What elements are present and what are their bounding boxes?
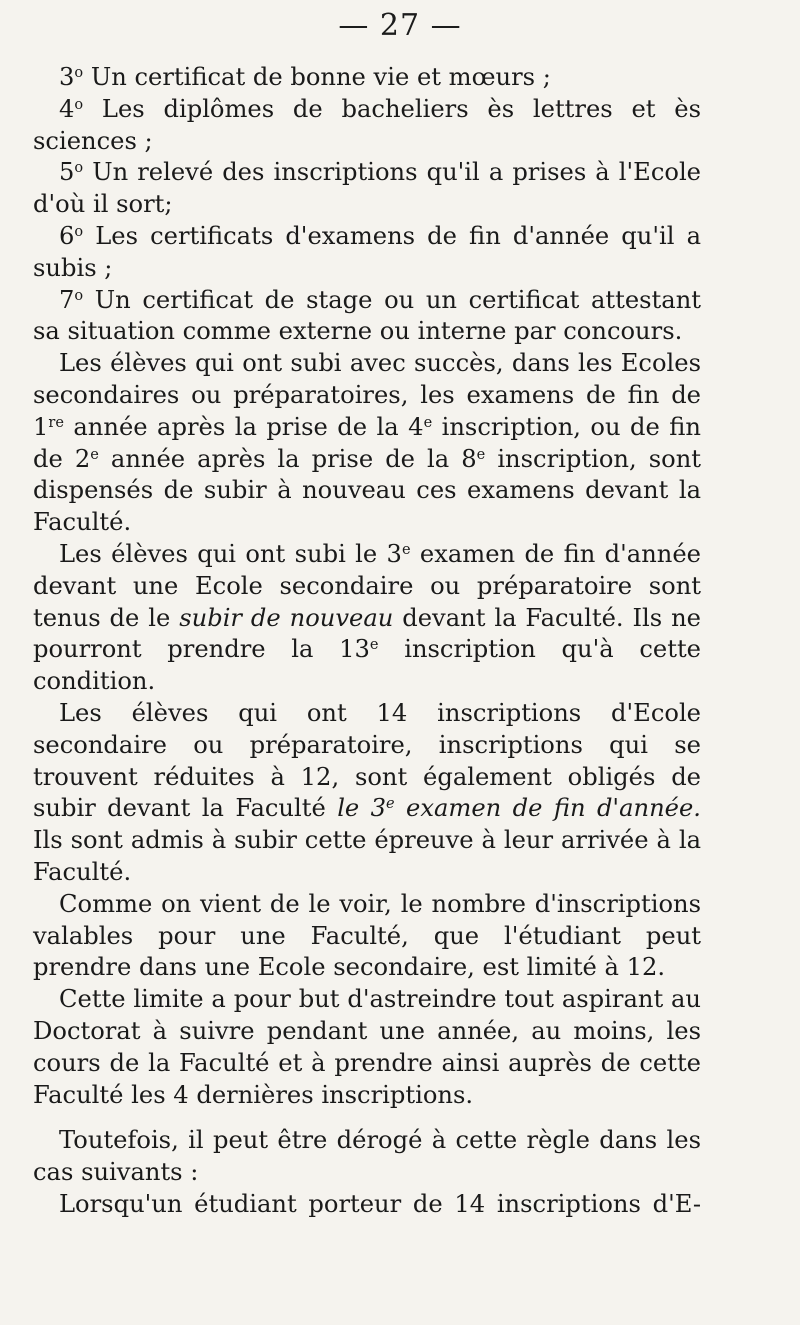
text-run: Les élèves qui ont 14 inscriptions d'Ecole secondaire ou préparatoire, inscriptions qui se trouvent réduites à 12, sont également obligés de subir devant la Faculté <box>33 698 701 823</box>
italic-run: examen de fin d'année. <box>394 794 701 823</box>
paragraph-p12: Cette limite a pour but d'astreindre tout aspirant au Doctorat à suivre pendant une année, au moins, les cours de la Faculté et à prendre ainsi auprès de cette Faculté les 4 dernières inscriptions. <box>33 985 701 1109</box>
list-item-text: Un certificat de bonne vie et mœurs ; <box>83 63 551 91</box>
ordinal-superscript: e <box>476 446 486 463</box>
list-number: 5 <box>59 158 75 187</box>
ordinal-superscript: e <box>401 541 411 558</box>
body-text <box>33 62 701 1221</box>
ordinal-superscript: e <box>90 446 99 463</box>
paragraph-p4 <box>33 94 701 158</box>
page-number: — 27 — <box>338 8 462 43</box>
text-run: inscription, sont dispensés de subir à nouveau ces examens devant la Faculté. <box>33 444 701 537</box>
paragraph-p14: Lorsqu'un étudiant porteur de 14 inscriptions d'E- <box>59 1189 701 1218</box>
text-run: année après la prise de la 4 <box>63 412 424 441</box>
ordinal-superscript: e <box>386 796 395 813</box>
ordinal-superscript: o <box>74 160 84 177</box>
italic-run: subir de nouveau <box>179 603 394 632</box>
list-number: 4 <box>59 94 75 123</box>
list-number: 3 <box>59 63 75 91</box>
list-item-text: Les diplômes de bacheliers ès lettres et ès sciences ; <box>33 94 701 155</box>
paragraph-p9 <box>33 539 701 698</box>
ordinal-superscript: e <box>423 414 433 431</box>
paragraph-p6 <box>33 221 701 285</box>
ordinal-superscript: o <box>74 224 84 240</box>
paragraph-p11: Comme on vient de le voir, le nombre d'inscriptions valables pour une Faculté, que l'étudiant peut prendre dans une Ecole secondaire, est limité à 12. <box>33 889 701 982</box>
ordinal-superscript: re <box>48 414 64 431</box>
paragraph-p8 <box>33 348 701 539</box>
paragraph-p10 <box>33 698 701 889</box>
ordinal-superscript: o <box>74 65 84 82</box>
text-run: inscription qu'à cette condition. <box>33 635 701 696</box>
text-run: année après la prise de la 8 <box>98 444 477 473</box>
text-run: devant la Faculté. Ils ne pourront prendre la 13 <box>33 603 702 664</box>
list-number: 6 <box>59 221 75 250</box>
list-item-text: Les certificats d'examens de fin d'année qu'il a subis ; <box>33 221 701 282</box>
list-number: 7 <box>59 285 75 314</box>
text-run: Les élèves qui ont subi avec succès, dans les Ecoles secondaires ou préparatoires, les examens de fin de 1 <box>33 349 701 441</box>
list-item-text: Un certificat de stage ou un certificat attestant sa situation comme externe ou interne par concours. <box>33 285 701 346</box>
ordinal-superscript: e <box>369 637 379 654</box>
text-run: inscription, ou de fin de 2 <box>33 412 701 473</box>
paragraph-p13: Toutefois, il peut être dérogé à cette règle dans les cas suivants : <box>33 1126 701 1187</box>
paragraph-p3 <box>33 62 701 94</box>
paragraph-p5 <box>33 157 701 221</box>
text-run: examen de fin d'année devant une Ecole secondaire ou préparatoire sont tenus de le <box>33 539 701 632</box>
paragraph-p7 <box>33 285 701 349</box>
italic-run: le 3 <box>337 794 387 823</box>
text-run: Les élèves qui ont subi le 3 <box>59 539 402 568</box>
list-item-text: Un relevé des inscriptions qu'il a prises à l'Ecole d'où il sort; <box>33 158 701 219</box>
ordinal-superscript: o <box>74 96 84 113</box>
ordinal-superscript: o <box>74 287 84 304</box>
text-run: Ils sont admis à subir cette épreuve à leur arrivée à la Faculté. <box>33 826 701 886</box>
